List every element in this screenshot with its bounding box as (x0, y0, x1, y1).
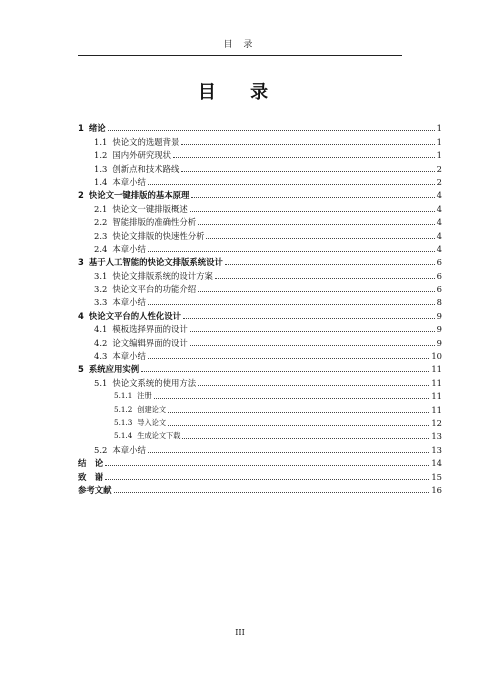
toc-entry-title: 导入论文 (137, 417, 167, 427)
toc-dot-leader (173, 157, 435, 158)
toc-entry-page: 1 (436, 136, 442, 147)
toc-entry-title: 创建论文 (137, 404, 167, 414)
toc-entry-number: 5.1.2 (114, 404, 133, 414)
toc-entry-page: 2 (436, 176, 442, 187)
toc-entry[interactable] (78, 200, 442, 213)
toc-dot-leader (148, 304, 435, 305)
toc-entry[interactable] (78, 241, 442, 254)
toc-entry-title: 基于人工智能的快论文排版系统设计 (88, 257, 223, 268)
toc-entry-number: 2.4 (94, 243, 108, 254)
toc-entry-page: 13 (431, 444, 442, 455)
toc-entry[interactable] (78, 415, 442, 428)
toc-dot-leader (198, 224, 435, 225)
header-rule (78, 55, 402, 56)
toc-entry-title: 致 谢 (78, 471, 104, 482)
toc-entry-title: 智能排版的准确性分析 (112, 217, 197, 228)
toc-entry-page: 10 (431, 351, 442, 362)
toc-dot-leader (183, 318, 435, 319)
toc-entry[interactable] (78, 388, 442, 401)
toc-entry[interactable] (78, 374, 442, 387)
toc-entry-page: 4 (436, 217, 442, 228)
toc-entry-number: 5.1 (94, 377, 108, 388)
toc-entry-number: 2.3 (94, 230, 108, 241)
toc-entry[interactable] (78, 482, 442, 495)
toc-entry[interactable] (78, 321, 442, 334)
toc-entry-title: 本章小结 (112, 351, 146, 362)
toc-dot-leader (168, 425, 429, 426)
toc-entry-number: 5.2 (94, 444, 108, 455)
toc-entry[interactable] (78, 174, 442, 187)
toc-entry-page: 11 (431, 404, 442, 415)
toc-entry-page: 11 (431, 391, 442, 402)
toc-entry-title: 生成论文下载 (137, 431, 181, 441)
toc-dot-leader (190, 211, 435, 212)
toc-entry-number: 2 (78, 190, 84, 201)
toc-entry-title: 注册 (137, 391, 152, 401)
toc-entry[interactable] (78, 254, 442, 267)
toc-entry-number: 1 (78, 123, 84, 134)
toc-entry[interactable] (78, 441, 442, 454)
toc-entry-title: 参考文献 (78, 484, 112, 495)
toc-entry-title: 本章小结 (112, 243, 146, 254)
toc-entry-title: 快论文系统的使用方法 (112, 377, 197, 388)
toc-entry-number: 4.1 (94, 324, 108, 335)
toc-entry-page: 11 (431, 377, 442, 388)
toc-dot-leader (181, 144, 434, 145)
toc-entry-page: 6 (436, 284, 442, 295)
toc-entry-title: 创新点和技术路线 (112, 163, 180, 174)
toc-dot-leader (114, 492, 430, 493)
toc-entry-page: 14 (431, 458, 442, 469)
toc-entry-page: 2 (436, 163, 442, 174)
toc-entry-number: 5.1.4 (114, 431, 133, 441)
toc-dot-leader (148, 184, 435, 185)
toc-entry-number: 5.1.3 (114, 417, 133, 427)
toc-entry-title: 结 论 (78, 458, 104, 469)
toc-entry-page: 11 (431, 364, 442, 375)
running-header: 目 录 (223, 40, 257, 50)
toc-entry-number: 4 (78, 310, 84, 321)
toc-entry-title: 绪论 (88, 123, 106, 134)
toc-entry-number: 1.2 (94, 150, 108, 161)
toc-entry-page: 16 (431, 484, 442, 495)
toc-entry-title: 国内外研究现状 (112, 150, 171, 161)
toc-dot-leader (108, 130, 435, 131)
toc-entry-number: 2.2 (94, 217, 108, 228)
toc-entry[interactable] (78, 227, 442, 240)
toc-entry-title: 快论文一键排版概述 (112, 203, 188, 214)
toc-entry[interactable] (78, 267, 442, 280)
toc-entry[interactable] (78, 428, 442, 441)
toc-entry[interactable] (78, 281, 442, 294)
toc-entry-number: 5 (78, 364, 84, 375)
toc-entry-title: 快论文一键排版的基本原理 (88, 190, 190, 201)
toc-dot-leader (190, 331, 435, 332)
toc-entry-number: 3.2 (94, 284, 108, 295)
toc-dot-leader (148, 251, 435, 252)
toc-dot-leader (182, 438, 429, 439)
toc-dot-leader (154, 398, 430, 399)
toc-entry[interactable] (78, 120, 442, 133)
toc-entry-title: 模板选择界面的设计 (112, 324, 188, 335)
toc-entry[interactable] (78, 187, 442, 200)
toc-entry[interactable] (78, 147, 442, 160)
toc-dot-leader (190, 345, 435, 346)
toc-entry-page: 9 (436, 324, 442, 335)
toc-entry-number: 1.1 (94, 136, 108, 147)
toc-entry[interactable] (78, 468, 442, 481)
toc-entry-page: 12 (431, 417, 442, 428)
toc-entry-title: 系统应用实例 (88, 364, 140, 375)
toc-entry-number: 3.3 (94, 297, 108, 308)
toc-dot-leader (225, 264, 435, 265)
toc-entry[interactable] (78, 361, 442, 374)
toc-dot-leader (198, 291, 435, 292)
toc-entry-number: 3.1 (94, 270, 108, 281)
toc-entry-number: 1.3 (94, 163, 108, 174)
toc-entry-number: 4.3 (94, 351, 108, 362)
toc-entry-title: 论文编辑界面的设计 (112, 337, 188, 348)
toc-entry-title: 快论文排版系统的设计方案 (112, 270, 213, 281)
toc-dot-leader (215, 278, 435, 279)
toc-dot-leader (198, 385, 429, 386)
toc-dot-leader (141, 371, 429, 372)
toc-dot-leader (206, 238, 434, 239)
toc-title: 目 录 (197, 82, 283, 103)
toc-entry[interactable] (78, 307, 442, 320)
toc-dot-leader (191, 197, 434, 198)
toc-entry-number: 5.1.1 (114, 391, 133, 401)
toc-entry-page: 1 (436, 123, 442, 134)
toc-entry-page: 4 (436, 203, 442, 214)
toc-entry-number: 1.4 (94, 176, 108, 187)
toc-entry-page: 9 (436, 337, 442, 348)
toc-entry-page: 4 (436, 190, 442, 201)
toc-entry-number: 4.2 (94, 337, 108, 348)
toc-entry-title: 本章小结 (112, 444, 146, 455)
toc-entry-page: 13 (431, 431, 442, 442)
toc-dot-leader (148, 358, 430, 359)
toc-entry[interactable] (78, 455, 442, 468)
toc-entry[interactable] (78, 334, 442, 347)
toc-entry-title: 快论文平台的功能介绍 (112, 284, 197, 295)
toc-entry-title: 快论文排版的快速性分析 (112, 230, 205, 241)
toc-entry[interactable] (78, 294, 442, 307)
toc-entry[interactable] (78, 160, 442, 173)
toc-dot-leader (105, 479, 429, 480)
table-of-contents (78, 120, 442, 495)
toc-dot-leader (168, 412, 429, 413)
toc-dot-leader (148, 452, 430, 453)
toc-entry-title: 快论文的选题背景 (112, 136, 180, 147)
toc-entry[interactable] (78, 133, 442, 146)
toc-entry-page: 4 (436, 243, 442, 254)
toc-entry-page: 4 (436, 230, 442, 241)
toc-entry[interactable] (78, 348, 442, 361)
toc-entry-page: 6 (436, 257, 442, 268)
toc-entry-number: 2.1 (94, 203, 108, 214)
toc-dot-leader (181, 171, 434, 172)
toc-entry-title: 本章小结 (112, 176, 146, 187)
footer-page-number: III (235, 628, 245, 637)
toc-entry-page: 1 (436, 150, 442, 161)
toc-entry-title: 本章小结 (112, 297, 146, 308)
toc-entry-number: 3 (78, 257, 84, 268)
toc-entry-page: 9 (436, 310, 442, 321)
toc-entry[interactable] (78, 401, 442, 414)
toc-dot-leader (105, 465, 429, 466)
toc-entry-page: 6 (436, 270, 442, 281)
toc-entry-page: 15 (431, 471, 442, 482)
toc-entry-page: 8 (436, 297, 442, 308)
toc-entry[interactable] (78, 214, 442, 227)
toc-entry-title: 快论文平台的人性化设计 (88, 310, 181, 321)
